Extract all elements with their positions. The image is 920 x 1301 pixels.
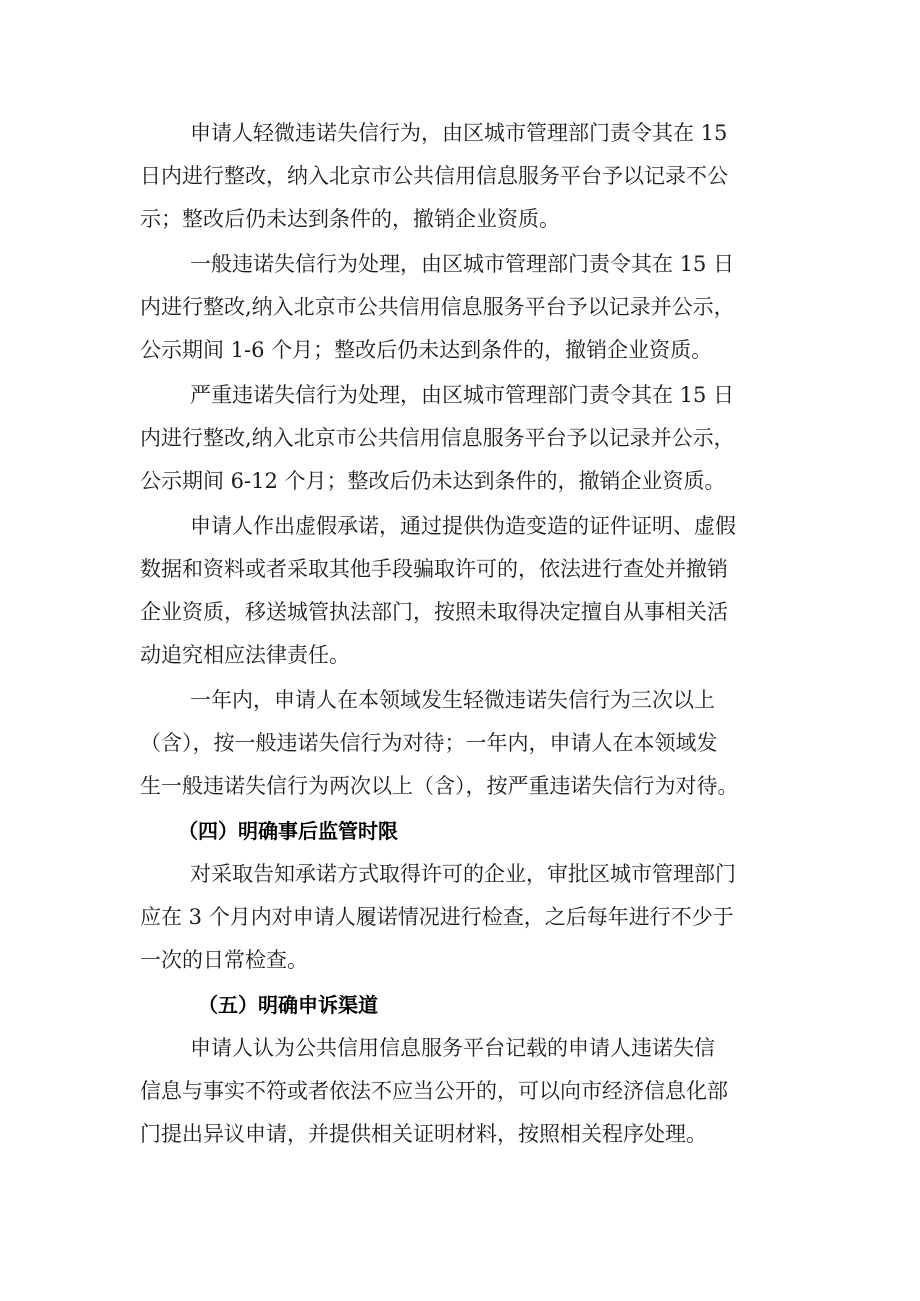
text-line: 一般违诺失信行为处理，由区城市管理部门责令其在 15 日 xyxy=(190,252,735,276)
text-line: 企业资质，移送城管执法部门，按照未取得决定擅自从事相关活 xyxy=(140,600,728,624)
text-line: 申请人作出虚假承诺，通过提供伪造变造的证件证明、虚假 xyxy=(190,514,736,538)
text-line: 严重违诺失信行为处理，由区城市管理部门责令其在 15 日 xyxy=(190,383,735,407)
paragraph-appeal-process xyxy=(140,1027,790,1156)
text-line: 申请人认为公共信用信息服务平台记载的申请人违诺失信 xyxy=(190,1036,715,1060)
text-line: 对采取告知承诺方式取得许可的企业，审批区城市管理部门 xyxy=(190,862,736,886)
paragraph-general-violation xyxy=(140,243,790,372)
text-line: 示；整改后仍未达到条件的，撤销企业资质。 xyxy=(140,207,560,231)
text-line: 生一般违诺失信行为两次以上（含），按严重违诺失信行为对待。 xyxy=(140,774,739,798)
text-line: 信息与事实不符或者依法不应当公开的，可以向市经济信息化部 xyxy=(140,1079,728,1103)
paragraph-false-commitment xyxy=(140,505,790,677)
paragraph-supervision-timeline xyxy=(140,853,790,982)
text-line: 一年内，申请人在本领域发生轻微违诺失信行为三次以上 xyxy=(190,688,715,712)
text-line: 动追究相应法律责任。 xyxy=(140,643,350,667)
section-heading-post-supervision: （四）明确事后监管时限 xyxy=(178,819,398,843)
text-line: 日内进行整改，纳入北京市公共信用信息服务平台予以记录不公 xyxy=(140,164,728,188)
text-line: 公示期间 6-12 个月；整改后仍未达到条件的，撤销企业资质。 xyxy=(140,469,726,493)
section-heading-appeal-channel: （五）明确申诉渠道 xyxy=(198,993,378,1017)
text-line: 申请人轻微违诺失信行为，由区城市管理部门责令其在 15 xyxy=(190,121,728,145)
text-line: 内进行整改,纳入北京市公共信用信息服务平台予以记录并公示， xyxy=(140,426,735,450)
paragraph-serious-violation xyxy=(140,374,790,503)
paragraph-repeat-violation xyxy=(140,679,790,808)
text-line: 公示期间 1-6 个月；整改后仍未达到条件的，撤销企业资质。 xyxy=(140,338,713,362)
text-line: 应在 3 个月内对申请人履诺情况进行检查，之后每年进行不少于 xyxy=(140,905,734,929)
text-line: 内进行整改,纳入北京市公共信用信息服务平台予以记录并公示， xyxy=(140,295,735,319)
paragraph-minor-violation xyxy=(140,112,790,241)
text-line: 一次的日常检查。 xyxy=(140,948,308,972)
text-line: 数据和资料或者采取其他手段骗取许可的，依法进行查处并撤销 xyxy=(140,557,728,581)
text-line: （含），按一般违诺失信行为对待；一年内，申请人在本领域发 xyxy=(140,731,718,755)
text-line: 门提出异议申请，并提供相关证明材料，按照相关程序处理。 xyxy=(140,1122,707,1146)
